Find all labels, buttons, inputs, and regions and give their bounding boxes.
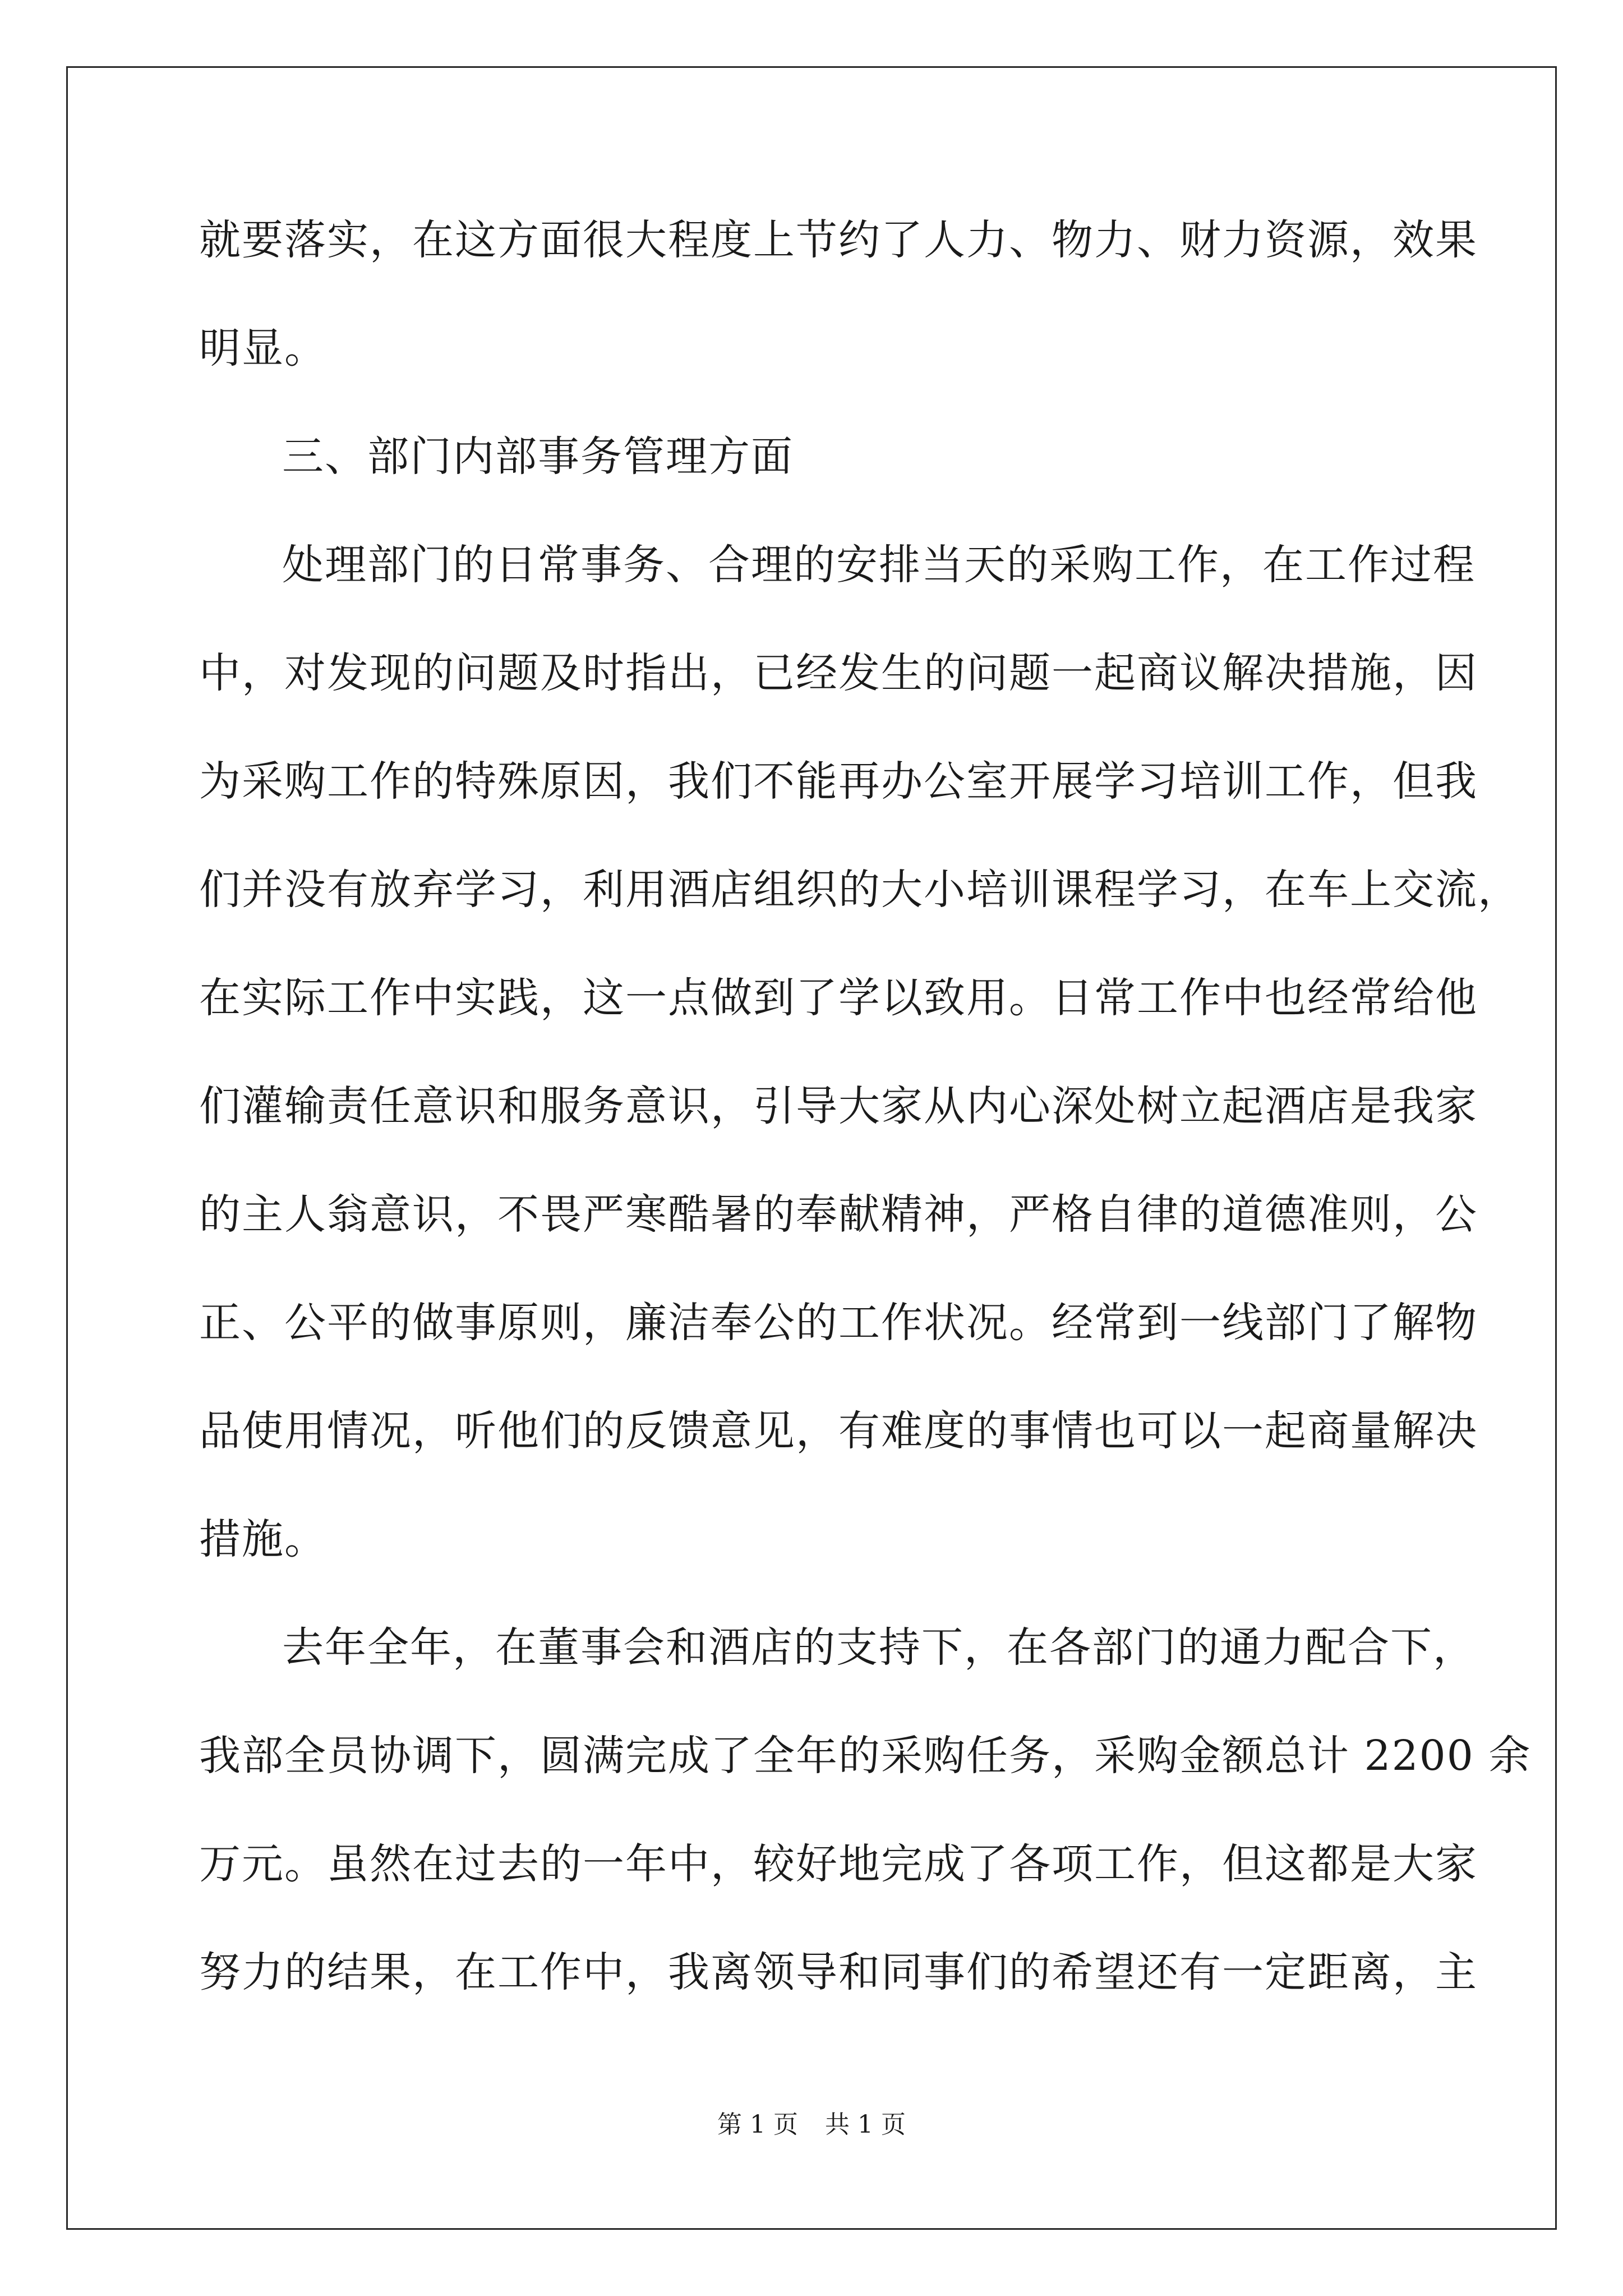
text-line: 中，对发现的问题及时指出，已经发生的问题一起商议解决措施，因	[199, 649, 1478, 697]
text-line: 措施。	[199, 1515, 327, 1563]
text-line: 正、公平的做事原则，廉洁奉公的工作状况。经常到一线部门了解物	[199, 1299, 1478, 1347]
text-line: 我部全员协调下，圆满完成了全年的采购任务，采购金额总计 2200 余	[199, 1732, 1532, 1780]
text-line: 万元。虽然在过去的一年中，较好地完成了各项工作，但这都是大家	[199, 1840, 1478, 1888]
text-line: 们并没有放弃学习，利用酒店组织的大小培训课程学习，在车上交流，	[199, 866, 1520, 914]
text-line: 在实际工作中实践，这一点做到了学以致用。日常工作中也经常给他	[199, 974, 1478, 1022]
text-line: 处理部门的日常事务、合理的安排当天的采购工作，在工作过程	[282, 541, 1476, 589]
text-line: 们灌输责任意识和服务意识，引导大家从内心深处树立起酒店是我家	[199, 1082, 1478, 1130]
page-number-current: 第 1 页	[717, 2110, 798, 2139]
section-heading: 三、部门内部事务管理方面	[282, 432, 794, 481]
text-line: 努力的结果，在工作中，我离领导和同事们的希望还有一定距离，主	[199, 1948, 1478, 1996]
page-number-total: 共 1 页	[825, 2110, 906, 2139]
text-line: 明显。	[199, 324, 327, 372]
page-footer	[0, 2109, 1623, 2141]
text-line: 的主人翁意识，不畏严寒酷暑的奉献精神，严格自律的道德准则，公	[199, 1190, 1478, 1239]
text-line: 去年全年，在董事会和酒店的支持下，在各部门的通力配合下，	[282, 1623, 1476, 1672]
document-body	[199, 213, 1532, 2054]
text-line: 为采购工作的特殊原因，我们不能再办公室开展学习培训工作，但我	[199, 757, 1478, 806]
text-line: 品使用情况，听他们的反馈意见，有难度的事情也可以一起商量解决	[199, 1407, 1478, 1455]
text-line: 就要落实，在这方面很大程度上节约了人力、物力、财力资源，效果	[199, 216, 1478, 264]
